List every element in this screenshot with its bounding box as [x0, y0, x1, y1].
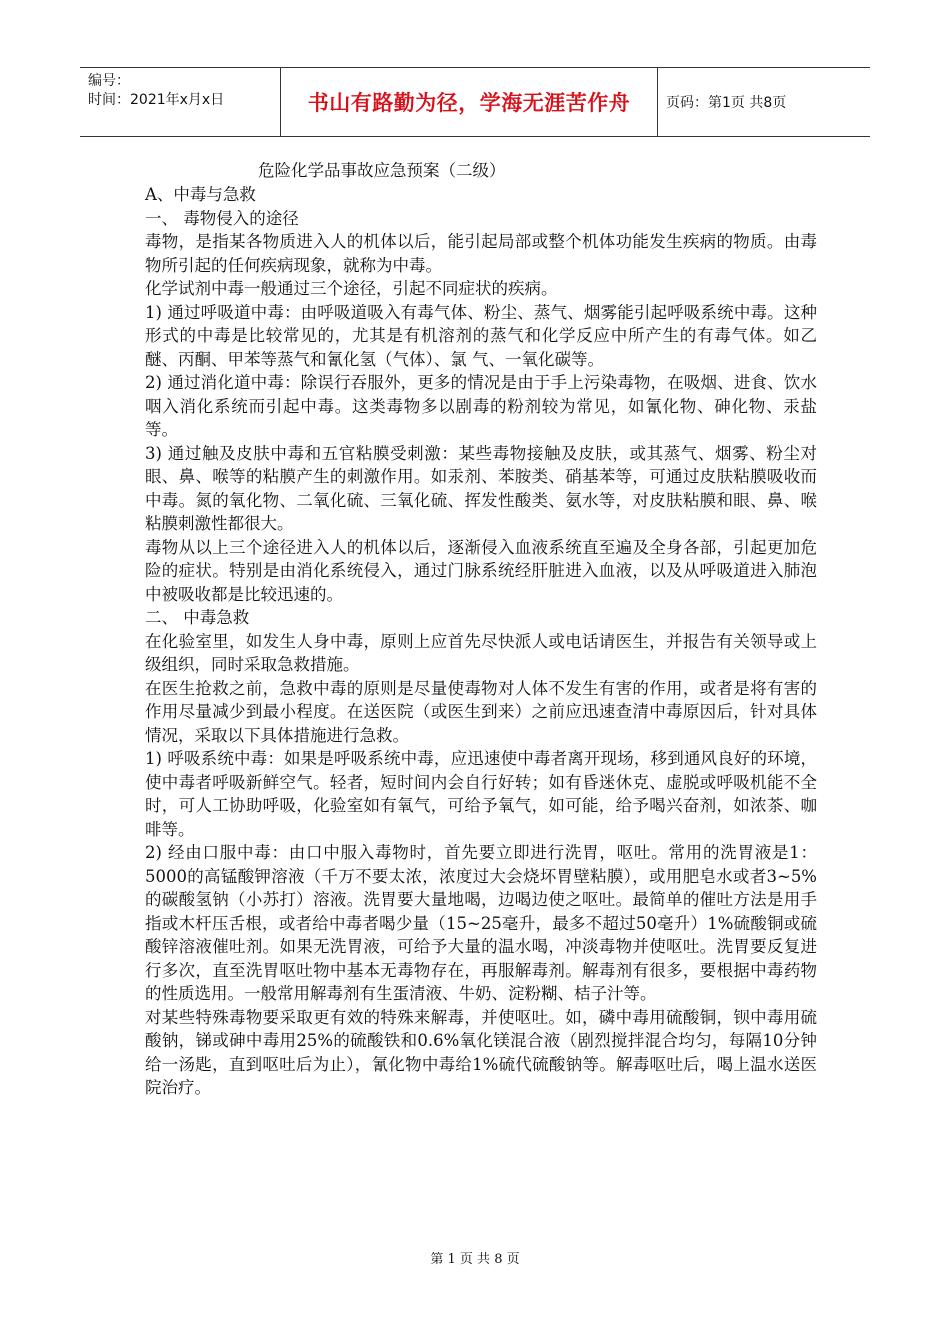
body-paragraph: 2) 经由口服中毒：由口中服入毒物时，首先要立即进行洗胃，呕吐。常用的洗胃液是1：5000的高锰酸钾溶液（千万不要太浓，浓度过大会烧坏胃壁粘膜），或用肥皂水或者3~5%的碳酸氢钠（小苏打）溶液。洗胃要大量地喝，边喝边使之呕吐。最简单的催吐方法是用手指或木杆压舌根，或者给中毒者喝少量（15~25毫升，最多不超过50毫升）1%硫酸铜或硫酸锌溶液催吐剂。如果无洗胃液，可给予大量的温水喝，冲淡毒物并使呕吐。洗胃要反复进行多次，直至洗胃呕吐物中基本无毒物存在，再服解毒剂。解毒剂有很多，要根据中毒药物的性质选用。一般常用解毒剂有生蛋清液、牛奶、淀粉糊、桔子汁等。 — [145, 843, 817, 1003]
header-slogan: 书山有路勤为径，学海无涯苦作舟 — [307, 91, 631, 115]
body-paragraph: 1) 呼吸系统中毒：如果是呼吸系统中毒，应迅速使中毒者离开现场，移到通风良好的环境，使中毒者呼吸新鲜空气。轻者，短时间内会自行好转；如有昏迷休克、虚脱或呼吸机能不全时，可人工协助呼吸，化验室如有氧气，可给予氧气，如可能，给予喝兴奋剂，如浓茶、咖啡等。 — [145, 749, 817, 839]
body-paragraph: 在医生抢救之前，急救中毒的原则是尽量使毒物对人体不发生有害的作用，或者是将有害的作用尽量减少到最小程度。在送医院（或医生到来）之前应迅速查清中毒原因后，针对具体情况，采取以下具体措施进行急救。 — [145, 678, 817, 745]
page-footer: 第 1 页 共 8 页 — [430, 1252, 520, 1267]
header-divider — [657, 68, 658, 136]
header-page-label: 页码：第1页 共8页 — [666, 95, 787, 111]
page-header — [80, 67, 870, 137]
document-title: 危险化学品事故应急预案（二级） — [258, 161, 506, 180]
document-body — [145, 183, 817, 1100]
body-paragraph: 1) 通过呼吸道中毒：由呼吸道吸入有毒气体、粉尘、蒸气、烟雾能引起呼吸系统中毒。这种形式的中毒是比较常见的，尤其是有机溶剂的蒸气和化学反应中所产生的有毒气体。如乙醚、丙酮、甲苯等蒸气和氰化氢（气体）、氯 气、一氧化碳等。 — [145, 302, 817, 369]
header-number-label: 编号： — [88, 73, 130, 89]
body-paragraph: 在化验室里，如发生人身中毒，原则上应首先尽快派人或电话请医生，并报告有关领导或上级组织，同时采取急救措施。 — [145, 631, 817, 674]
body-paragraph: 二、 中毒急救 — [145, 608, 250, 627]
body-paragraph: 毒物从以上三个途径进入人的机体以后，逐渐侵入血液系统直至遍及全身各部，引起更加危险的症状。特别是由消化系统侵入，通过门脉系统经肝脏进入血液，以及从呼吸道进入肺泡中被吸收都是比较迅速的。 — [145, 537, 817, 604]
header-date-label: 时间：2021年x月x日 — [88, 92, 225, 108]
body-paragraph: 一、 毒物侵入的途径 — [145, 208, 299, 228]
body-paragraph: 对某些特殊毒物要采取更有效的特殊来解毒，并使呕吐。如，磷中毒用硫酸铜，钡中毒用硫酸钠，锑或砷中毒用25%的硫酸铁和0.6%氧化镁混合液（剧烈搅拌混合均匀，每隔10分钟给一汤匙，直到呕吐后为止），氰化物中毒给1%硫代硫酸钠等。解毒呕吐后，喝上温水送医院治疗。 — [145, 1007, 817, 1097]
body-paragraph: A、中毒与急救 — [145, 185, 256, 204]
body-paragraph: 3) 通过触及皮肤中毒和五官粘膜受刺激：某些毒物接触及皮肤，或其蒸气、烟雾、粉尘对眼、鼻、喉等的粘膜产生的刺激作用。如汞剂、苯胺类、硝基苯等，可通过皮肤粘膜吸收而中毒。氮的氧化物、二氧化硫、三氧化硫、挥发性酸类、氨水等，对皮肤粘膜和眼、鼻、喉粘膜刺激性都很大。 — [145, 443, 817, 533]
body-paragraph: 毒物，是指某各物质进入人的机体以后，能引起局部或整个机体功能发生疾病的物质。由毒物所引起的任何疾病现象，就称为中毒。 — [145, 232, 817, 275]
body-paragraph: 化学试剂中毒一般通过三个途径，引起不同症状的疾病。 — [145, 279, 558, 298]
body-paragraph: 2) 通过消化道中毒：除误行吞服外，更多的情况是由于手上污染毒物，在吸烟、进食、饮水咽入消化系统而引起中毒。这类毒物多以剧毒的粉剂较为常见，如氰化物、砷化物、汞盐等。 — [145, 373, 817, 439]
header-meta — [88, 72, 278, 110]
